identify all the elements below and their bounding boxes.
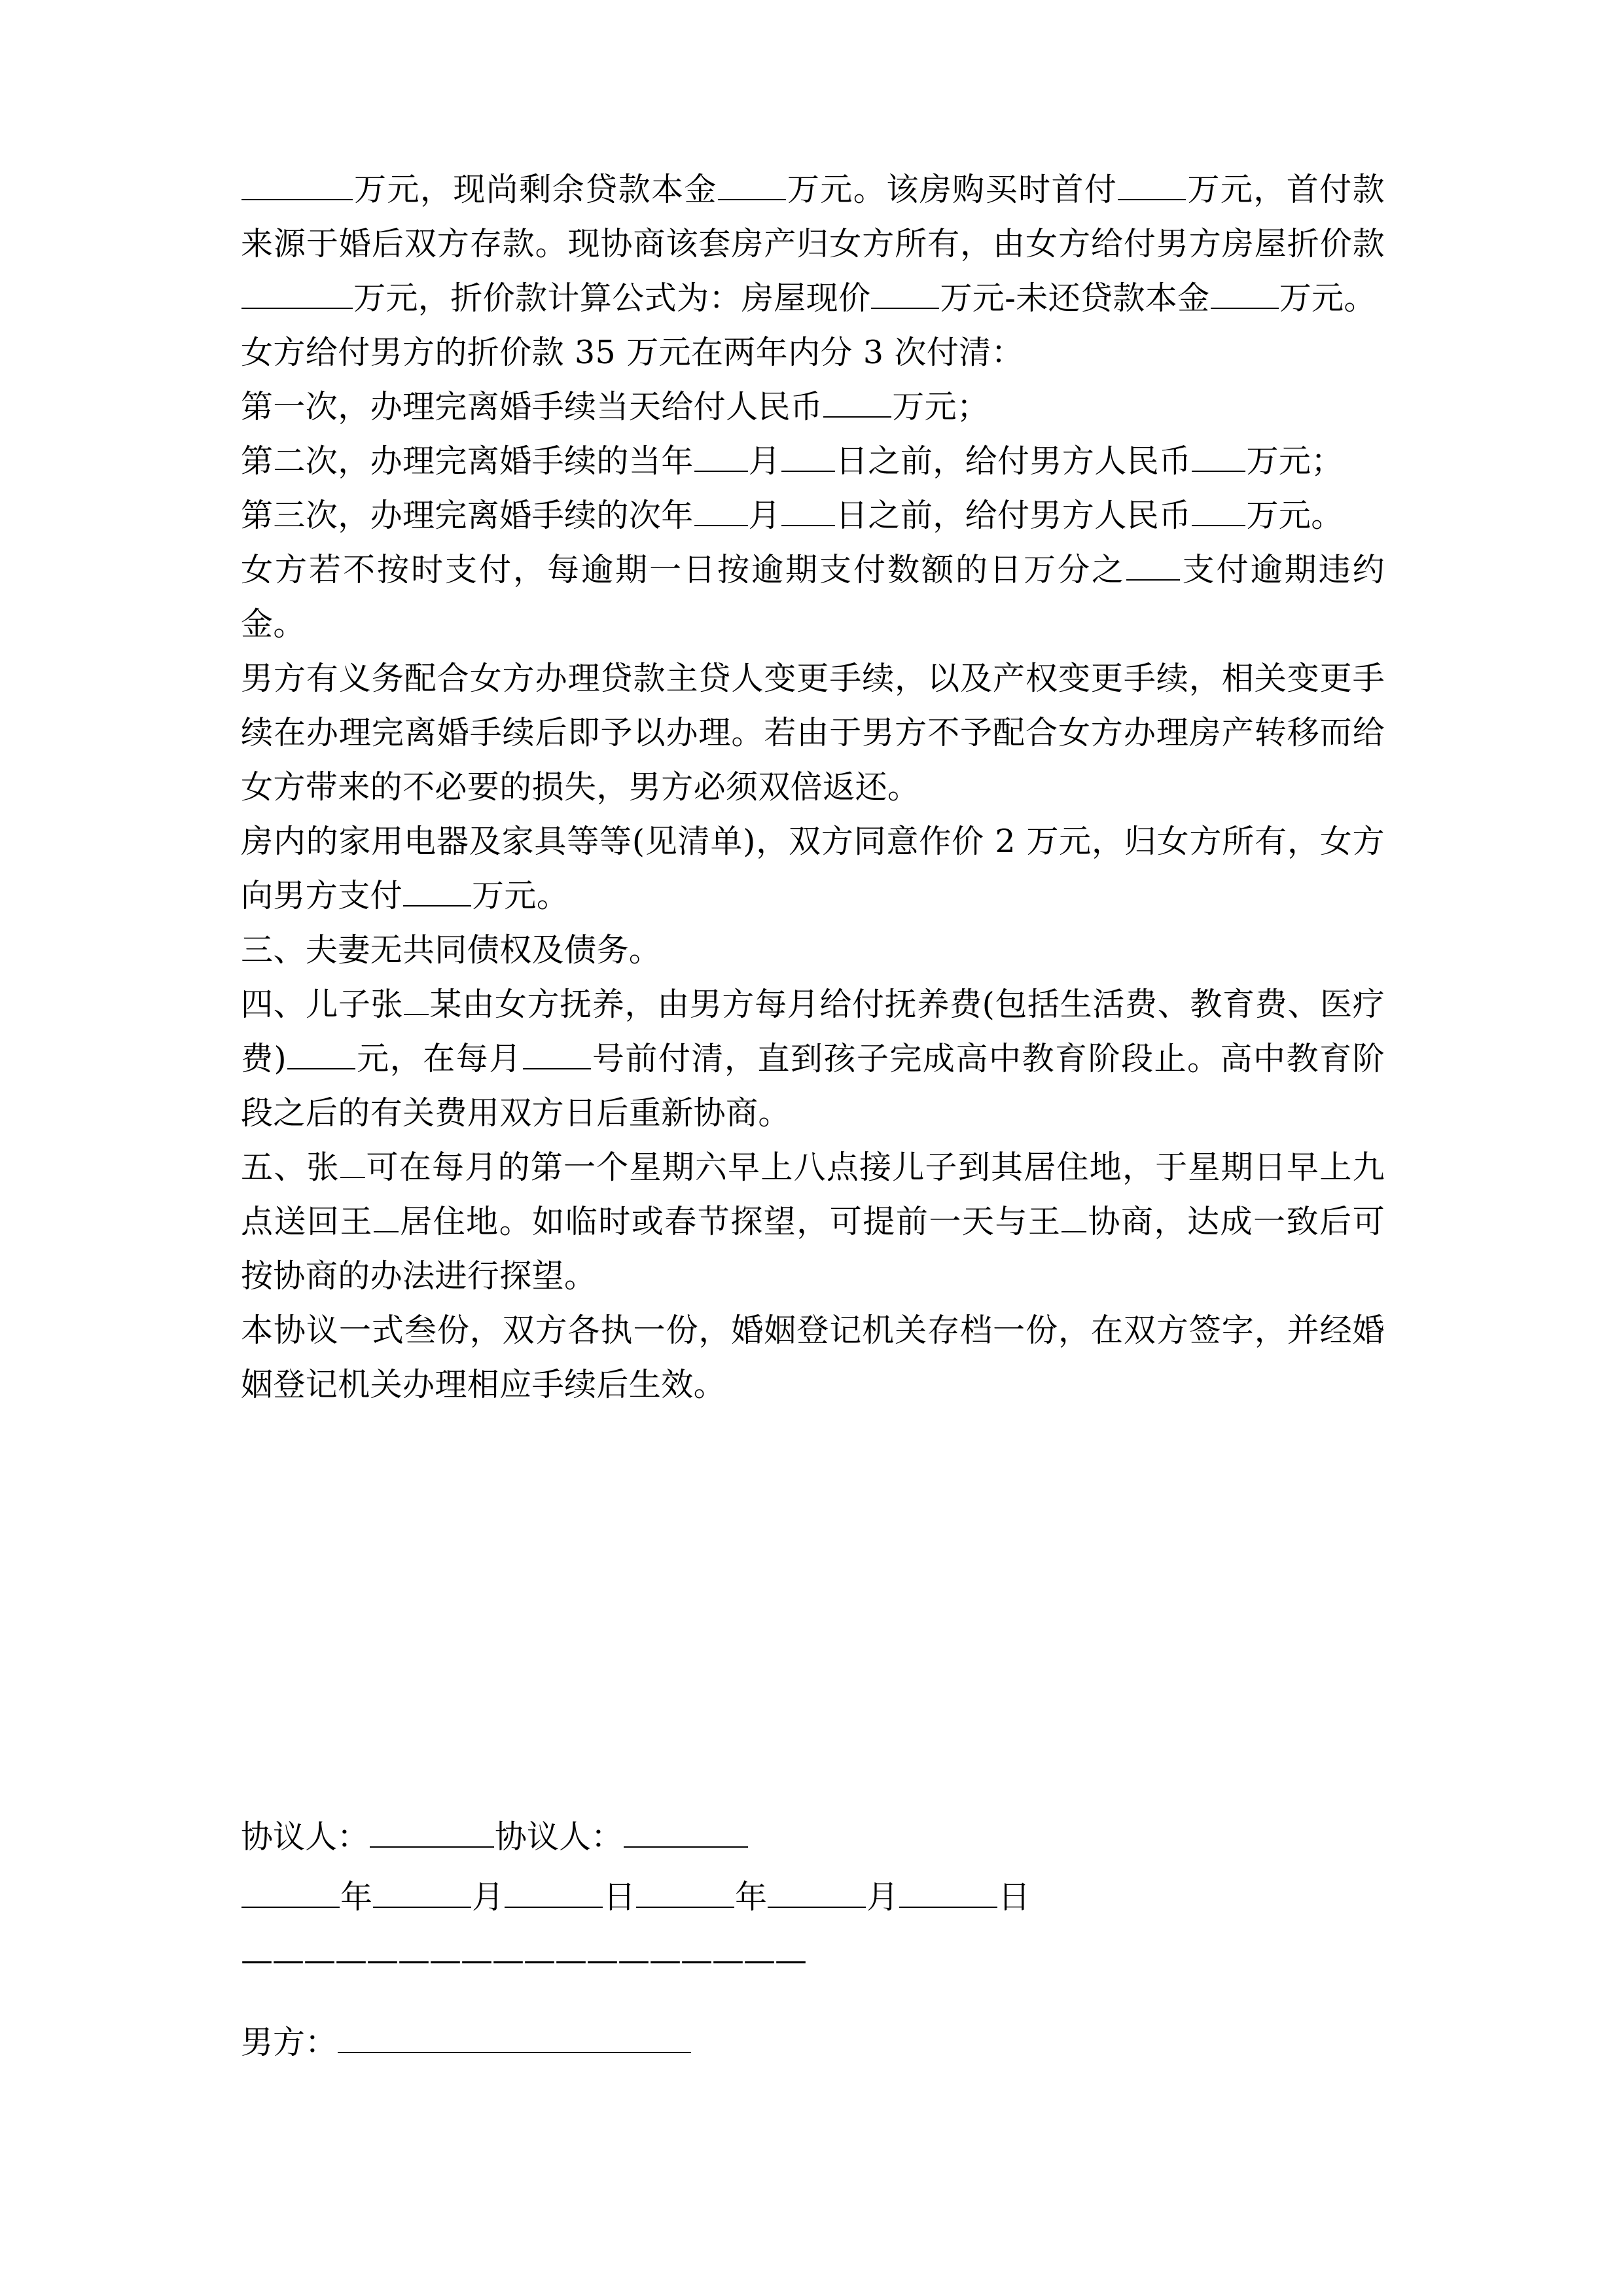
male-signature-row [241, 2015, 1393, 2071]
text-run: 万元，折价款计算公式为：房屋现价 [353, 279, 871, 317]
text-run: 可在每月的第一个星期六早上八点接儿子到其居住地，于星期日早上九点送回王 [241, 1149, 1385, 1240]
fill-in-blank[interactable] [374, 1202, 399, 1232]
month-label-a: 月 [472, 1878, 505, 1916]
signatory-label-party-a: 协议人： [241, 1818, 370, 1856]
signatory-label-party-b: 协议人： [495, 1818, 624, 1856]
signature-block [241, 1809, 1393, 2071]
text-run: 房内的家用电器及家具等等(见清单)，双方同意作价 2 万元，归女方所有，女方向男方支付 [241, 823, 1385, 914]
fill-in-blank[interactable] [823, 387, 891, 418]
date-row [241, 1869, 1393, 1926]
paragraph-late-penalty [241, 543, 1385, 651]
date-field-month-b[interactable] [768, 1877, 866, 1908]
text-run: 第一次，办理完离婚手续当天给付人民币 [241, 388, 823, 425]
fill-in-blank[interactable] [781, 441, 835, 472]
date-field-day-b[interactable] [899, 1877, 997, 1908]
text-run: 号前付清，直到孩子完成高中教育阶段止。高中教育阶段之后的有关费用双方日后重新协商。 [241, 1040, 1385, 1132]
paragraph-installment-third [241, 488, 1385, 543]
text-run: 万元。该房购买时首付 [786, 171, 1118, 208]
paragraph-item-five-visitation [241, 1140, 1385, 1303]
paragraph-installment-intro [241, 325, 1385, 380]
section-divider: —————————————————— [241, 1941, 806, 1979]
text-run: 万元。 [1246, 497, 1344, 534]
year-label-a: 年 [340, 1878, 373, 1916]
signatory-row [241, 1809, 1393, 1865]
fill-in-blank[interactable] [1192, 441, 1245, 472]
date-field-day-a[interactable] [505, 1877, 603, 1908]
text-run: 第二次，办理完离婚手续的当年 [241, 442, 694, 480]
paragraph-property-valuation [241, 162, 1385, 325]
fill-in-blank[interactable] [1192, 495, 1245, 526]
fill-in-blank[interactable] [287, 1039, 355, 1069]
text-run: 万元； [892, 388, 990, 425]
text-run: 万元，首付款来源于婚后双方存款。现协商该套房产归女方所有，由女方给付男方房屋折价款 [241, 171, 1385, 262]
paragraph-appliances [241, 814, 1385, 923]
text-run: 某由女方抚养，由男方每月给付抚养费(包括生活费、教育费、医疗费) [241, 986, 1385, 1077]
paragraph-transfer-duty [241, 651, 1385, 814]
fill-in-blank[interactable] [1118, 170, 1186, 200]
text-run: 万元-未还贷款本金 [940, 279, 1210, 317]
text-run: 日之前，给付男方人民币 [836, 497, 1192, 534]
fill-in-blank[interactable] [694, 495, 748, 526]
paragraph-copies-effectiveness [241, 1303, 1385, 1412]
text-run: 万元。 [1279, 279, 1376, 317]
text-run: 万元。 [472, 877, 569, 914]
text-run: 男方有义务配合女方办理贷款主贷人变更手续，以及产权变更手续，相关变更手续在办理完离婚手续后即予以办理。若由于男方不予配合女方办理房产转移而给女方带来的不必要的损失，男方必须双倍返还。 [241, 660, 1385, 806]
fill-in-blank[interactable] [340, 1147, 365, 1178]
date-field-year-a[interactable] [241, 1877, 340, 1908]
text-run: 居住地。如临时或春节探望，可提前一天与王 [399, 1203, 1061, 1240]
fill-in-blank[interactable] [871, 278, 939, 309]
fill-in-blank[interactable] [1126, 550, 1180, 581]
signature-field-party-b[interactable] [624, 1817, 748, 1848]
fill-in-blank[interactable] [694, 441, 748, 472]
text-run: 本协议一式叁份，双方各执一份，婚姻登记机关存档一份，在双方签字，并经婚姻登记机关办理相应手续后生效。 [241, 1312, 1385, 1403]
signature-field-party-a[interactable] [370, 1817, 494, 1848]
day-label-b: 日 [998, 1878, 1031, 1916]
fill-in-blank[interactable] [1061, 1202, 1086, 1232]
text-run: 万元； [1246, 442, 1344, 480]
date-field-year-b[interactable] [636, 1877, 734, 1908]
fill-in-blank[interactable] [241, 170, 353, 200]
fill-in-blank[interactable] [241, 278, 353, 309]
text-run: 协商，达成一致后可按协商的办法进行探望。 [241, 1203, 1385, 1295]
fill-in-blank[interactable] [781, 495, 835, 526]
paragraph-installment-first [241, 380, 1385, 434]
text-run: 月 [748, 497, 781, 534]
text-run: 支付逾期违约金。 [241, 551, 1385, 643]
text-run: 元，在每月 [356, 1040, 522, 1077]
text-run: 三、夫妻无共同债权及债务。 [241, 931, 662, 969]
text-run: 万元，现尚剩余贷款本金 [353, 171, 717, 208]
document-body [241, 162, 1385, 1412]
date-field-month-a[interactable] [373, 1877, 471, 1908]
fill-in-blank[interactable] [1211, 278, 1279, 309]
male-signature-field[interactable] [338, 2022, 691, 2053]
text-run: 月 [748, 442, 781, 480]
text-run: 五、张 [241, 1149, 340, 1186]
paragraph-item-four-custody [241, 977, 1385, 1140]
year-label-b: 年 [735, 1878, 768, 1916]
fill-in-blank[interactable] [403, 876, 471, 906]
fill-in-blank[interactable] [718, 170, 786, 200]
fill-in-blank[interactable] [404, 984, 429, 1015]
text-run: 女方给付男方的折价款 35 万元在两年内分 3 次付清： [241, 334, 1024, 371]
text-run: 第三次，办理完离婚手续的次年 [241, 497, 694, 534]
text-run: 四、儿子张 [241, 986, 404, 1023]
text-run: 日之前，给付男方人民币 [836, 442, 1192, 480]
day-label-a: 日 [603, 1878, 636, 1916]
text-run: 女方若不按时支付，每逾期一日按逾期支付数额的日万分之 [241, 551, 1126, 588]
fill-in-blank[interactable] [523, 1039, 591, 1069]
male-party-label: 男方： [241, 2024, 338, 2061]
month-label-b: 月 [866, 1878, 899, 1916]
paragraph-item-three-debts [241, 923, 1385, 977]
paragraph-installment-second [241, 434, 1385, 488]
